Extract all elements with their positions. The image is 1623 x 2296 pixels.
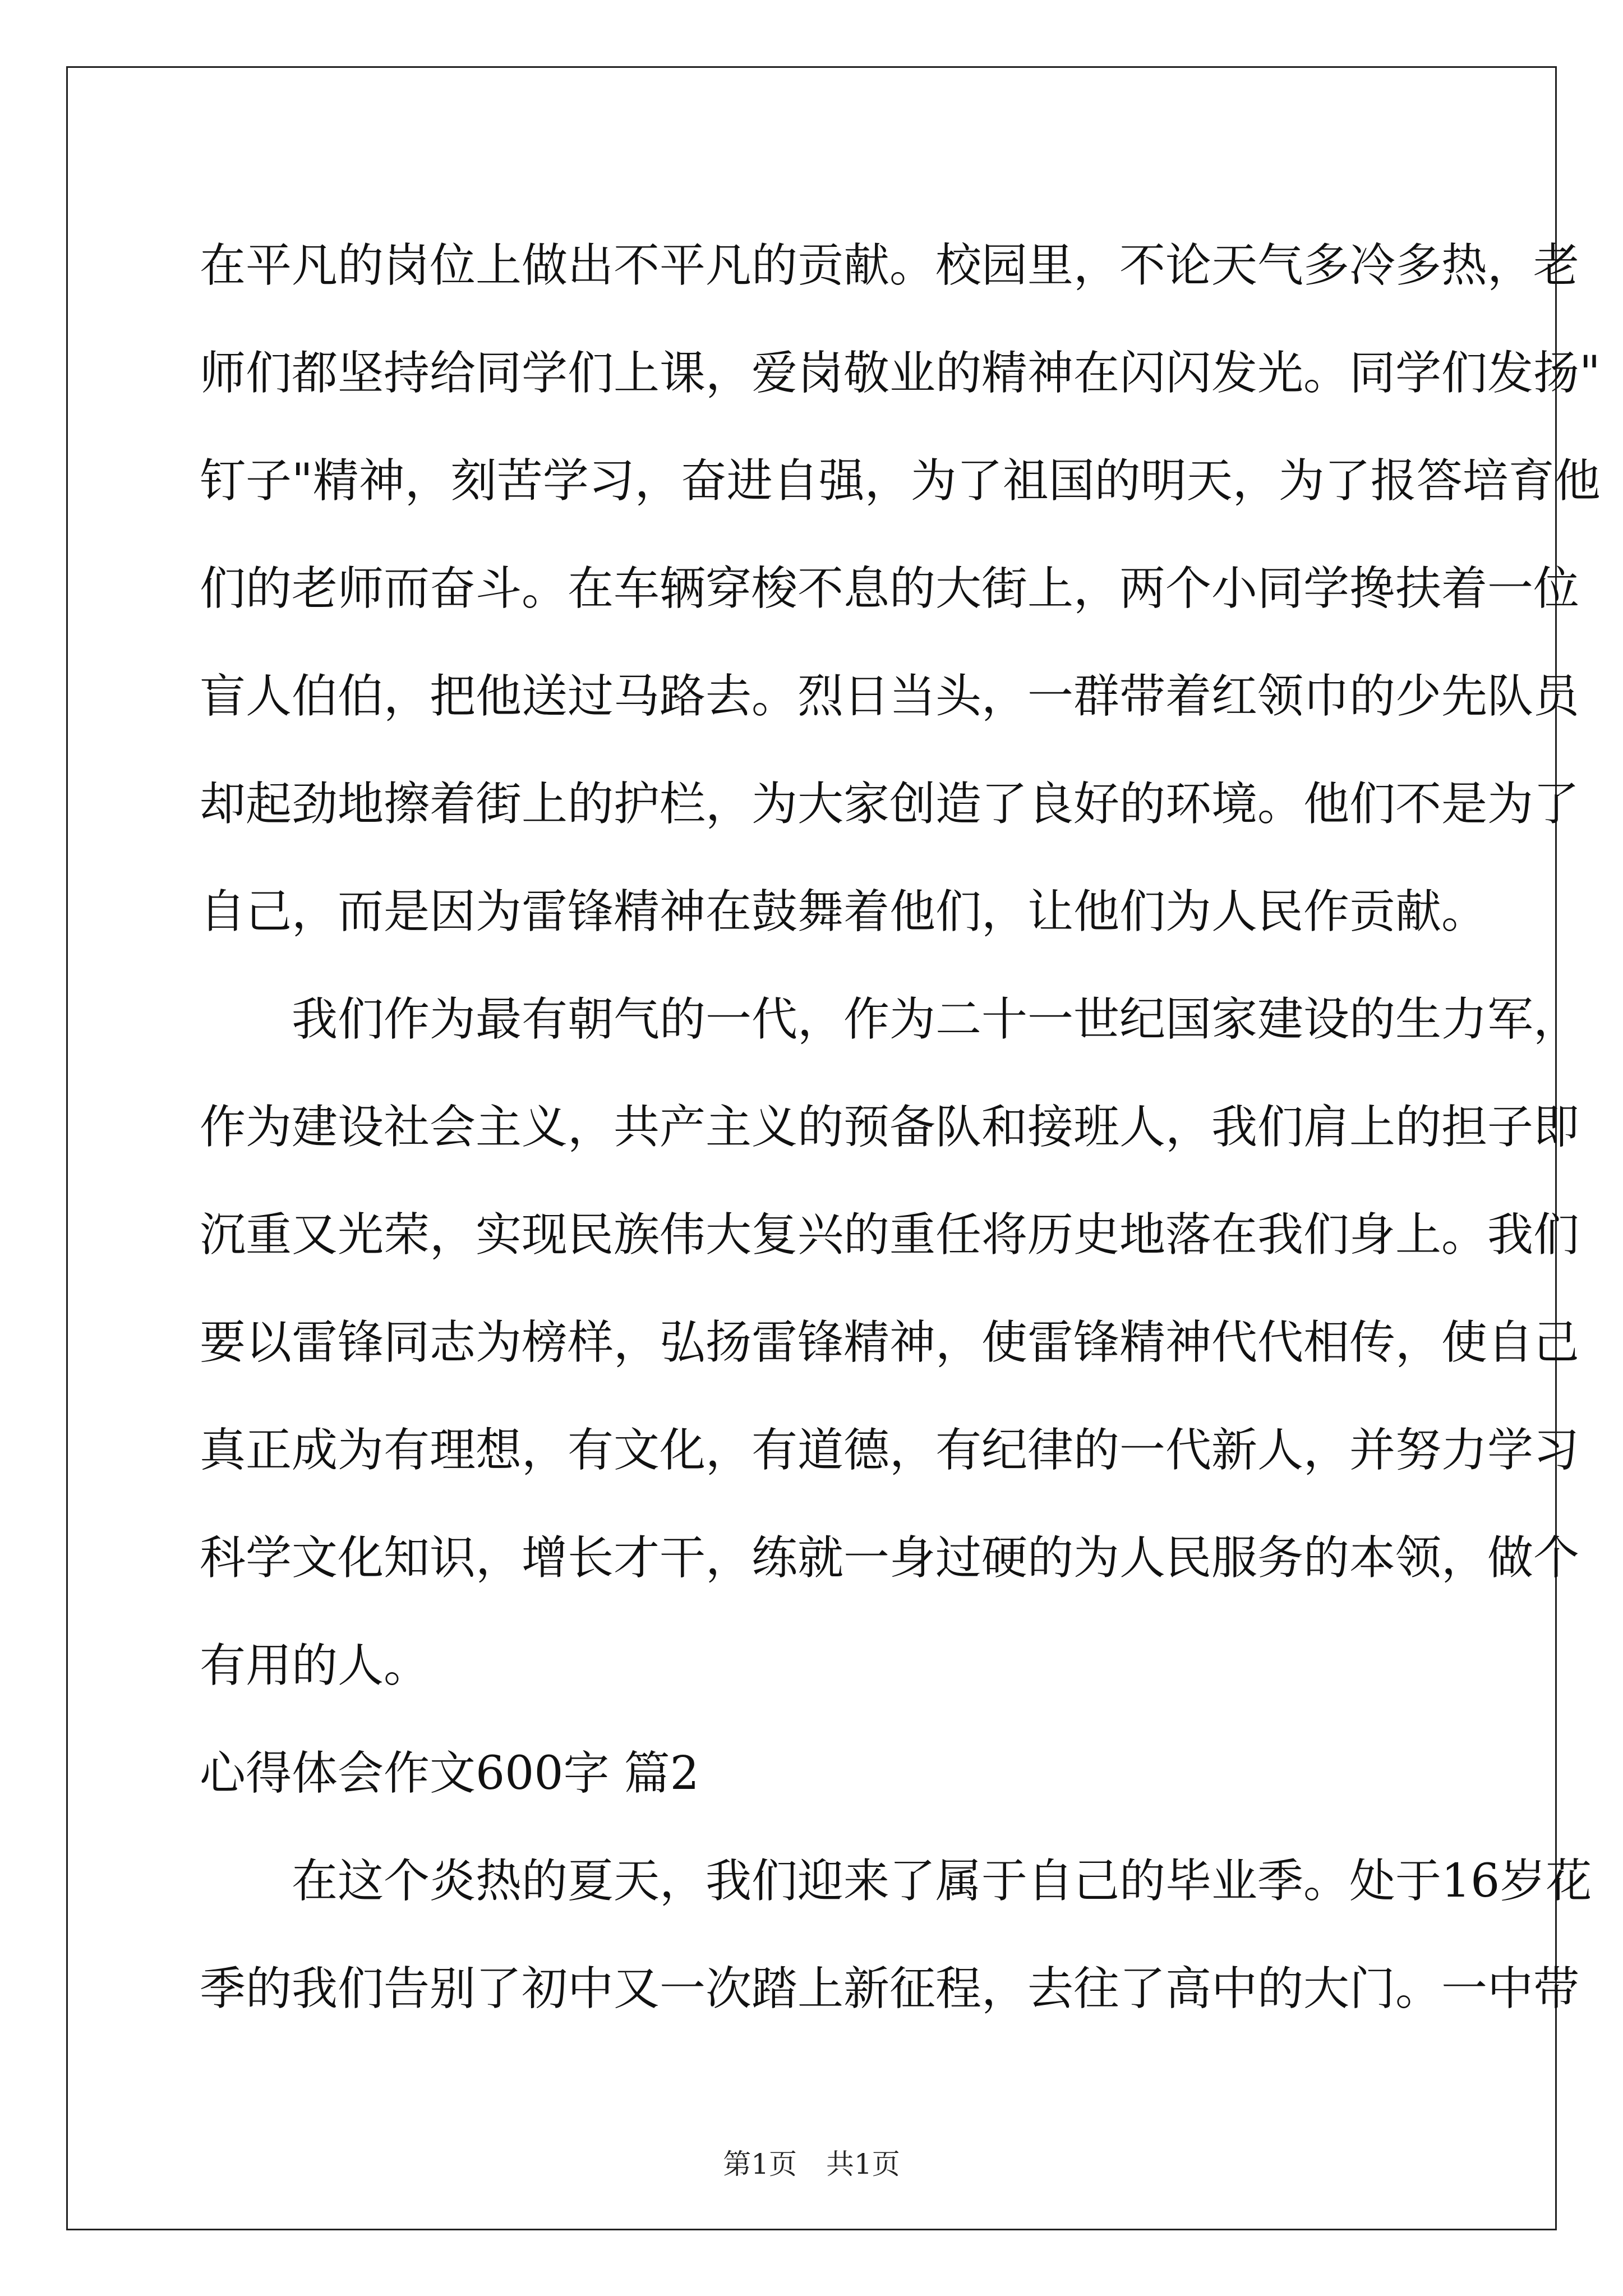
text-line: 真正成为有理想，有文化，有道德，有纪律的一代新人，并努力学习 — [200, 1424, 1580, 1477]
text-line: 我们作为最有朝气的一代，作为二十一世纪国家建设的生力军， — [292, 993, 1580, 1046]
text-line: 却起劲地擦着街上的护栏，为大家创造了良好的环境。他们不是为了 — [200, 777, 1580, 831]
text-line: 季的我们告别了初中又一次踏上新征程，去往了高中的大门。一中带 — [200, 1962, 1580, 2016]
page-total: 共1页 — [826, 2148, 900, 2180]
text-line: 沉重又光荣，实现民族伟大复兴的重任将历史地落在我们身上。我们 — [200, 1208, 1580, 1262]
paragraph-2 — [200, 966, 1580, 1720]
text-line: 师们都坚持给同学们上课，爱岗敬业的精神在闪闪发光。同学们发扬" — [200, 347, 1601, 400]
text-line: 钉子"精神，刻苦学习，奋进自强，为了祖国的明天，为了报答培育他 — [200, 454, 1601, 508]
text-line: 作为建设社会主义，共产主义的预备队和接班人，我们肩上的担子即 — [200, 1101, 1580, 1154]
text-line: 科学文化知识，增长才干，练就一身过硬的为人民服务的本领，做个 — [200, 1531, 1580, 1585]
page-number: 第1页 — [723, 2148, 797, 2180]
text-line: 们的老师而奋斗。在车辆穿梭不息的大街上，两个小同学搀扶着一位 — [200, 562, 1580, 615]
text-line: 在平凡的岗位上做出不平凡的贡献。校园里，不论天气多冷多热，老 — [200, 239, 1580, 292]
text-line: 盲人伯伯，把他送过马路去。烈日当头，一群带着红领巾的少先队员 — [200, 670, 1580, 723]
document-body — [200, 212, 1601, 2043]
paragraph-3 — [200, 1828, 1592, 2043]
text-line: 自己，而是因为雷锋精神在鼓舞着他们，让他们为人民作贡献。 — [200, 885, 1488, 938]
section-heading: 心得体会作文600字 篇2 — [200, 1747, 699, 1800]
text-line: 有用的人。 — [200, 1639, 430, 1692]
paragraph-1 — [200, 212, 1601, 966]
page-footer — [0, 2142, 1623, 2182]
text-line: 在这个炎热的夏天，我们迎来了属于自己的毕业季。处于16岁花 — [292, 1855, 1592, 1908]
text-line: 要以雷锋同志为榜样，弘扬雷锋精神，使雷锋精神代代相传，使自己 — [200, 1316, 1580, 1369]
